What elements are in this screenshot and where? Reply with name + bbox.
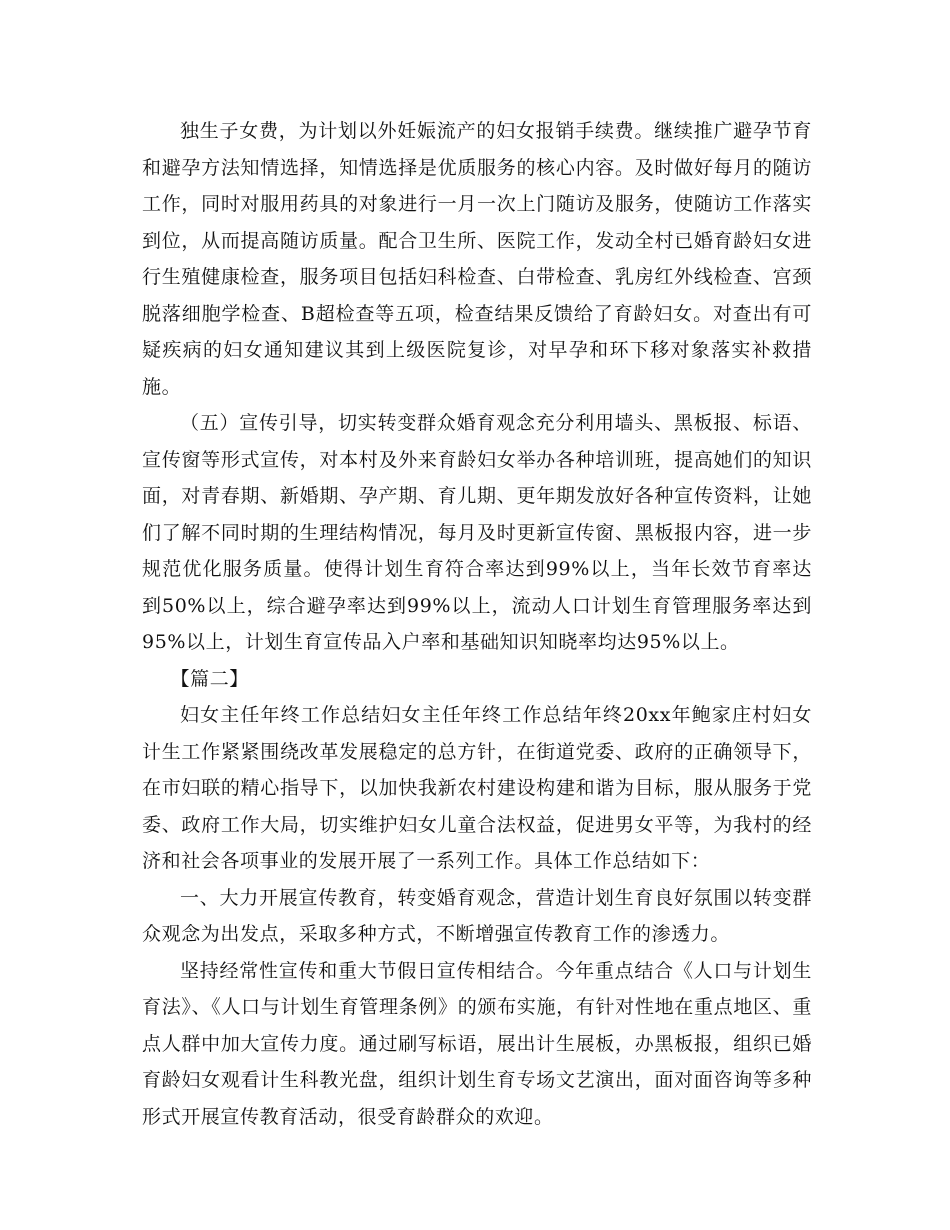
paragraph-followup-services: 独生子女费，为计划以外妊娠流产的妇女报销手续费。继续推广避孕节育和避孕方法知情选择，知情选择是优质服务的核心内容。及时做好每月的随访工作，同时对服用药具的对象进行一月一次上门随访及服务，使随访工作落实到位，从而提高随访质量。配合卫生所、医院工作，发动全村已婚育龄妇女进行生殖健康检查，服务项目包括妇科检查、白带检查、乳房红外线检查、宫颈脱落细胞学检查、B超检查等五项，检查结果反馈给了育龄妇女。对查出有可疑疾病的妇女通知建议其到上级医院复诊，对早孕和环下移对象落实补救措施。 bbox=[142, 120, 812, 398]
document-body bbox=[142, 113, 812, 1135]
paragraph-publicity-guidance: （五）宣传引导，切实转变群众婚育观念充分利用墙头、黑板报、标语、宣传窗等形式宣传，对本村及外来育龄妇女举办各种培训班，提高她们的知识面，对青春期、新婚期、孕产期、育儿期、更年期发放好各种宣传资料，让她们了解不同时期的生理结构情况，每月及时更新宣传窗、黑板报内容，进一步规范优化服务质量。使得计划生育符合率达到99%以上，当年长效节育率达到50%以上，综合避孕率达到99%以上，流动人口计划生育管理服务率达到95%以上，计划生育宣传品入户率和基础知识知晓率均达95%以上。 bbox=[142, 412, 812, 653]
paragraph-regular-publicity: 坚持经常性宣传和重大节假日宣传相结合。今年重点结合《人口与计划生育法》、《人口与计划生育管理条例》的颁布实施，有针对性地在重点地区、重点人群中加大宣传力度。通过刷写标语，展出计生展板，办黑板报，组织已婚育龄妇女观看计生科教光盘，组织计划生育专场文艺演出，面对面咨询等多种形式开展宣传教育活动，很受育龄群众的欢迎。 bbox=[142, 959, 812, 1128]
paragraph-year-end-summary: 妇女主任年终工作总结妇女主任年终工作总结年终20xx年鲍家庄村妇女计生工作紧紧围绕改革发展稳定的总方针，在街道党委、政府的正确领导下，在市妇联的精心指导下，以加快我新农村建设构建和谐为目标，服从服务于党委、政府工作大局，切实维护妇女儿童合法权益，促进男女平等，为我村的经济和社会各项事业的发展开展了一系列工作。具体工作总结如下： bbox=[142, 704, 812, 872]
paragraph-publicity-education: 一、大力开展宣传教育，转变婚育观念，营造计划生育良好氛围以转变群众观念为出发点，采取多种方式，不断增强宣传教育工作的渗透力。 bbox=[142, 886, 812, 945]
section-heading-part-two: 【篇二】 bbox=[170, 667, 249, 690]
